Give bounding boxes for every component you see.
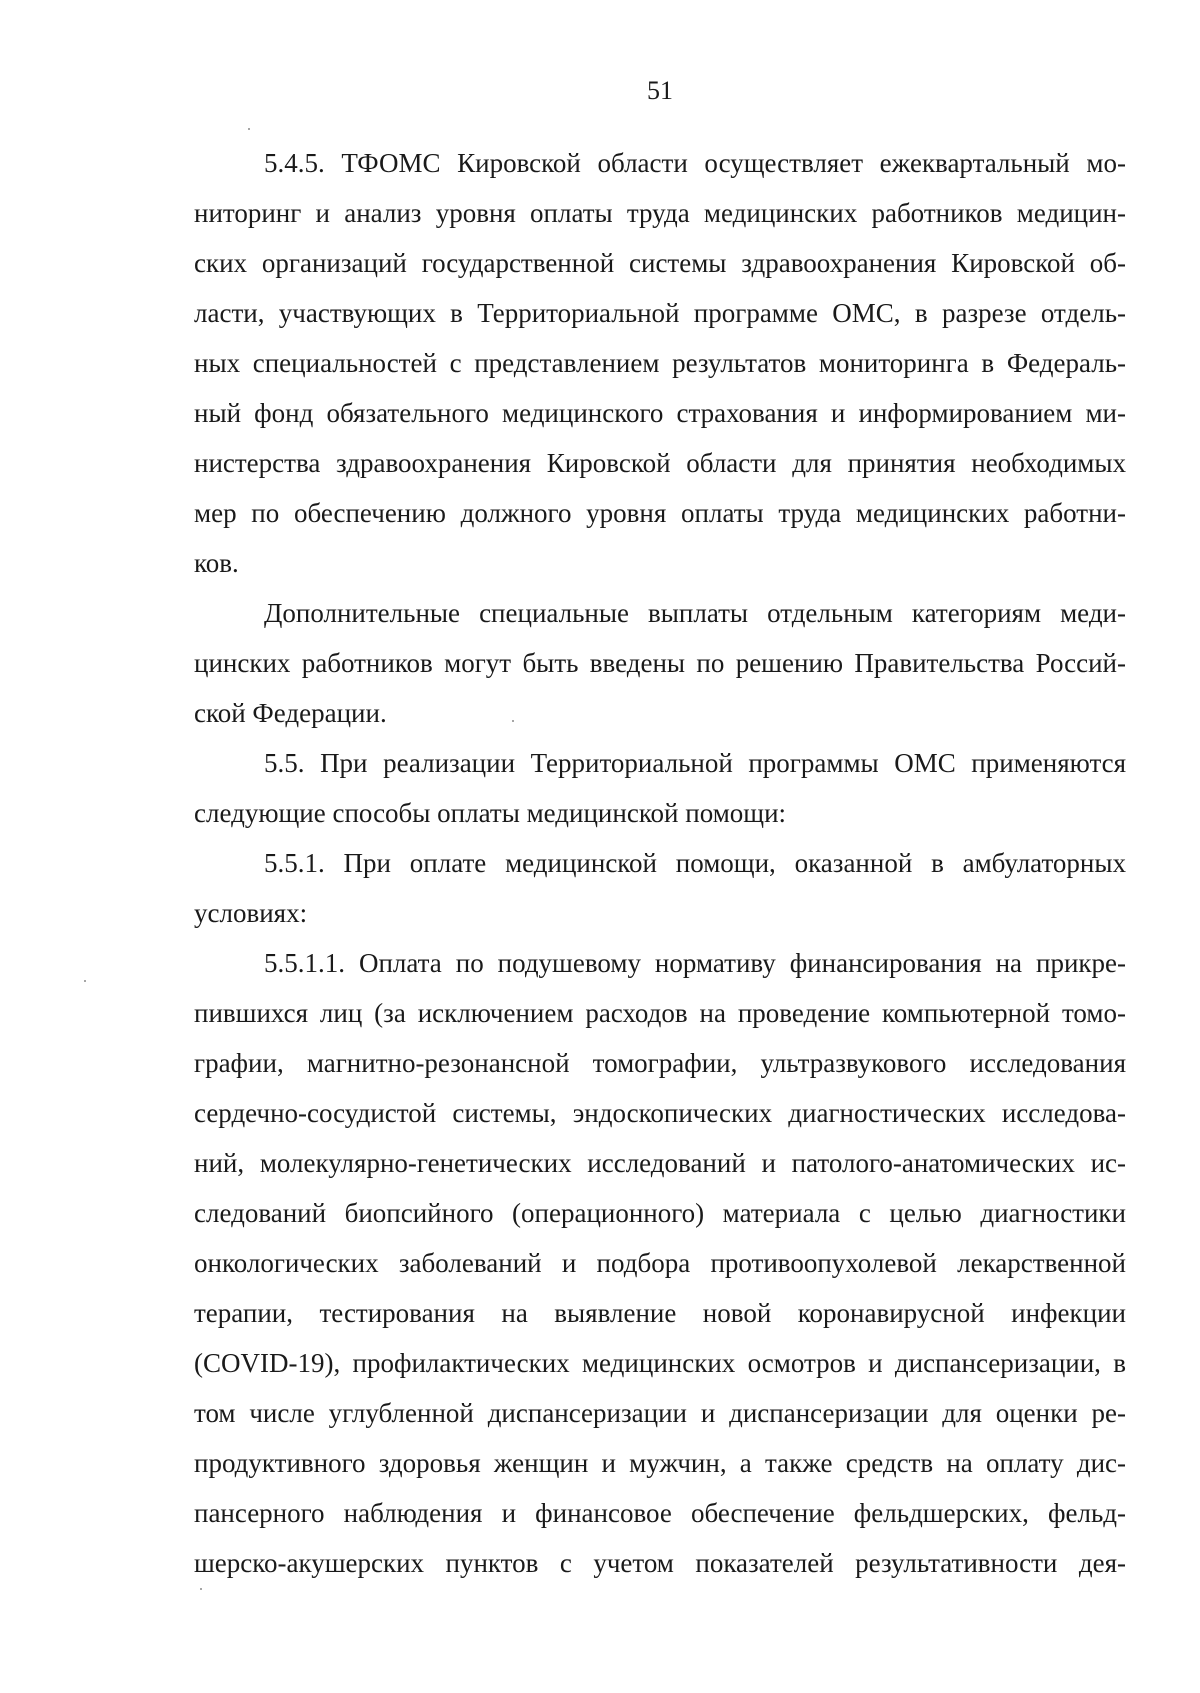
text-line: Дополнительные специальные выплаты отдельным категориям меди-: [264, 598, 1126, 628]
text-line: ных специальностей с представлением результатов мониторинга в Федераль-: [194, 348, 1126, 378]
scan-speck: [512, 720, 514, 722]
text-line: ний, молекулярно-генетических исследований и патолого-анатомических ис-: [194, 1148, 1126, 1178]
text-line: нистерства здравоохранения Кировской области для принятия необходимых: [194, 448, 1126, 478]
text-line: ласти, участвующих в Территориальной программе ОМС, в разрезе отдель-: [194, 298, 1126, 328]
text-line: продуктивного здоровья женщин и мужчин, а также средств на оплату дис-: [194, 1448, 1126, 1478]
page-number: 51: [647, 76, 673, 105]
text-line: онкологических заболеваний и подбора противоопухолевой лекарственной: [194, 1248, 1126, 1278]
text-line: мер по обеспечению должного уровня оплаты труда медицинских работни-: [194, 498, 1126, 528]
text-line: 5.5. При реализации Территориальной программы ОМС применяются: [264, 748, 1126, 778]
text-line: цинских работников могут быть введены по решению Правительства Россий-: [194, 648, 1126, 678]
text-line: терапии, тестирования на выявление новой коронавирусной инфекции: [194, 1298, 1126, 1328]
text-line: пившихся лиц (за исключением расходов на проведение компьютерной томо-: [194, 998, 1126, 1028]
text-line: ный фонд обязательного медицинского страхования и информированием ми-: [194, 398, 1126, 428]
text-line: ской Федерации.: [194, 698, 387, 728]
text-line: следований биопсийного (операционного) материала с целью диагностики: [194, 1198, 1126, 1228]
text-line: ков.: [194, 548, 239, 578]
text-line: графии, магнитно-резонансной томографии, ультразвукового исследования: [194, 1048, 1126, 1078]
text-line: сердечно-сосудистой системы, эндоскопических диагностических исследова-: [194, 1098, 1126, 1128]
text-line: (COVID-19), профилактических медицинских осмотров и диспансеризации, в: [194, 1348, 1126, 1378]
text-line: шерско-акушерских пунктов с учетом показателей результативности дея-: [194, 1548, 1126, 1578]
scan-speck: [84, 980, 86, 982]
text-line: пансерного наблюдения и финансовое обеспечение фельдшерских, фельд-: [194, 1498, 1126, 1528]
text-line: 5.5.1. При оплате медицинской помощи, оказанной в амбулаторных: [264, 848, 1126, 878]
text-line: условиях:: [194, 898, 308, 928]
text-line: 5.4.5. ТФОМС Кировской области осуществляет ежеквартальный мо-: [264, 148, 1126, 178]
text-line: 5.5.1.1. Оплата по подушевому нормативу финансирования на прикре-: [264, 948, 1126, 978]
document-body: [194, 138, 1126, 1588]
text-line: ниторинг и анализ уровня оплаты труда медицинских работников медицин-: [194, 198, 1126, 228]
scan-speck: [248, 128, 250, 130]
text-line: ских организаций государственной системы здравоохранения Кировской об-: [194, 248, 1126, 278]
text-line: том числе углубленной диспансеризации и диспансеризации для оценки ре-: [194, 1398, 1126, 1428]
scan-speck: [200, 1588, 202, 1590]
text-line: следующие способы оплаты медицинской помощи:: [194, 798, 787, 828]
